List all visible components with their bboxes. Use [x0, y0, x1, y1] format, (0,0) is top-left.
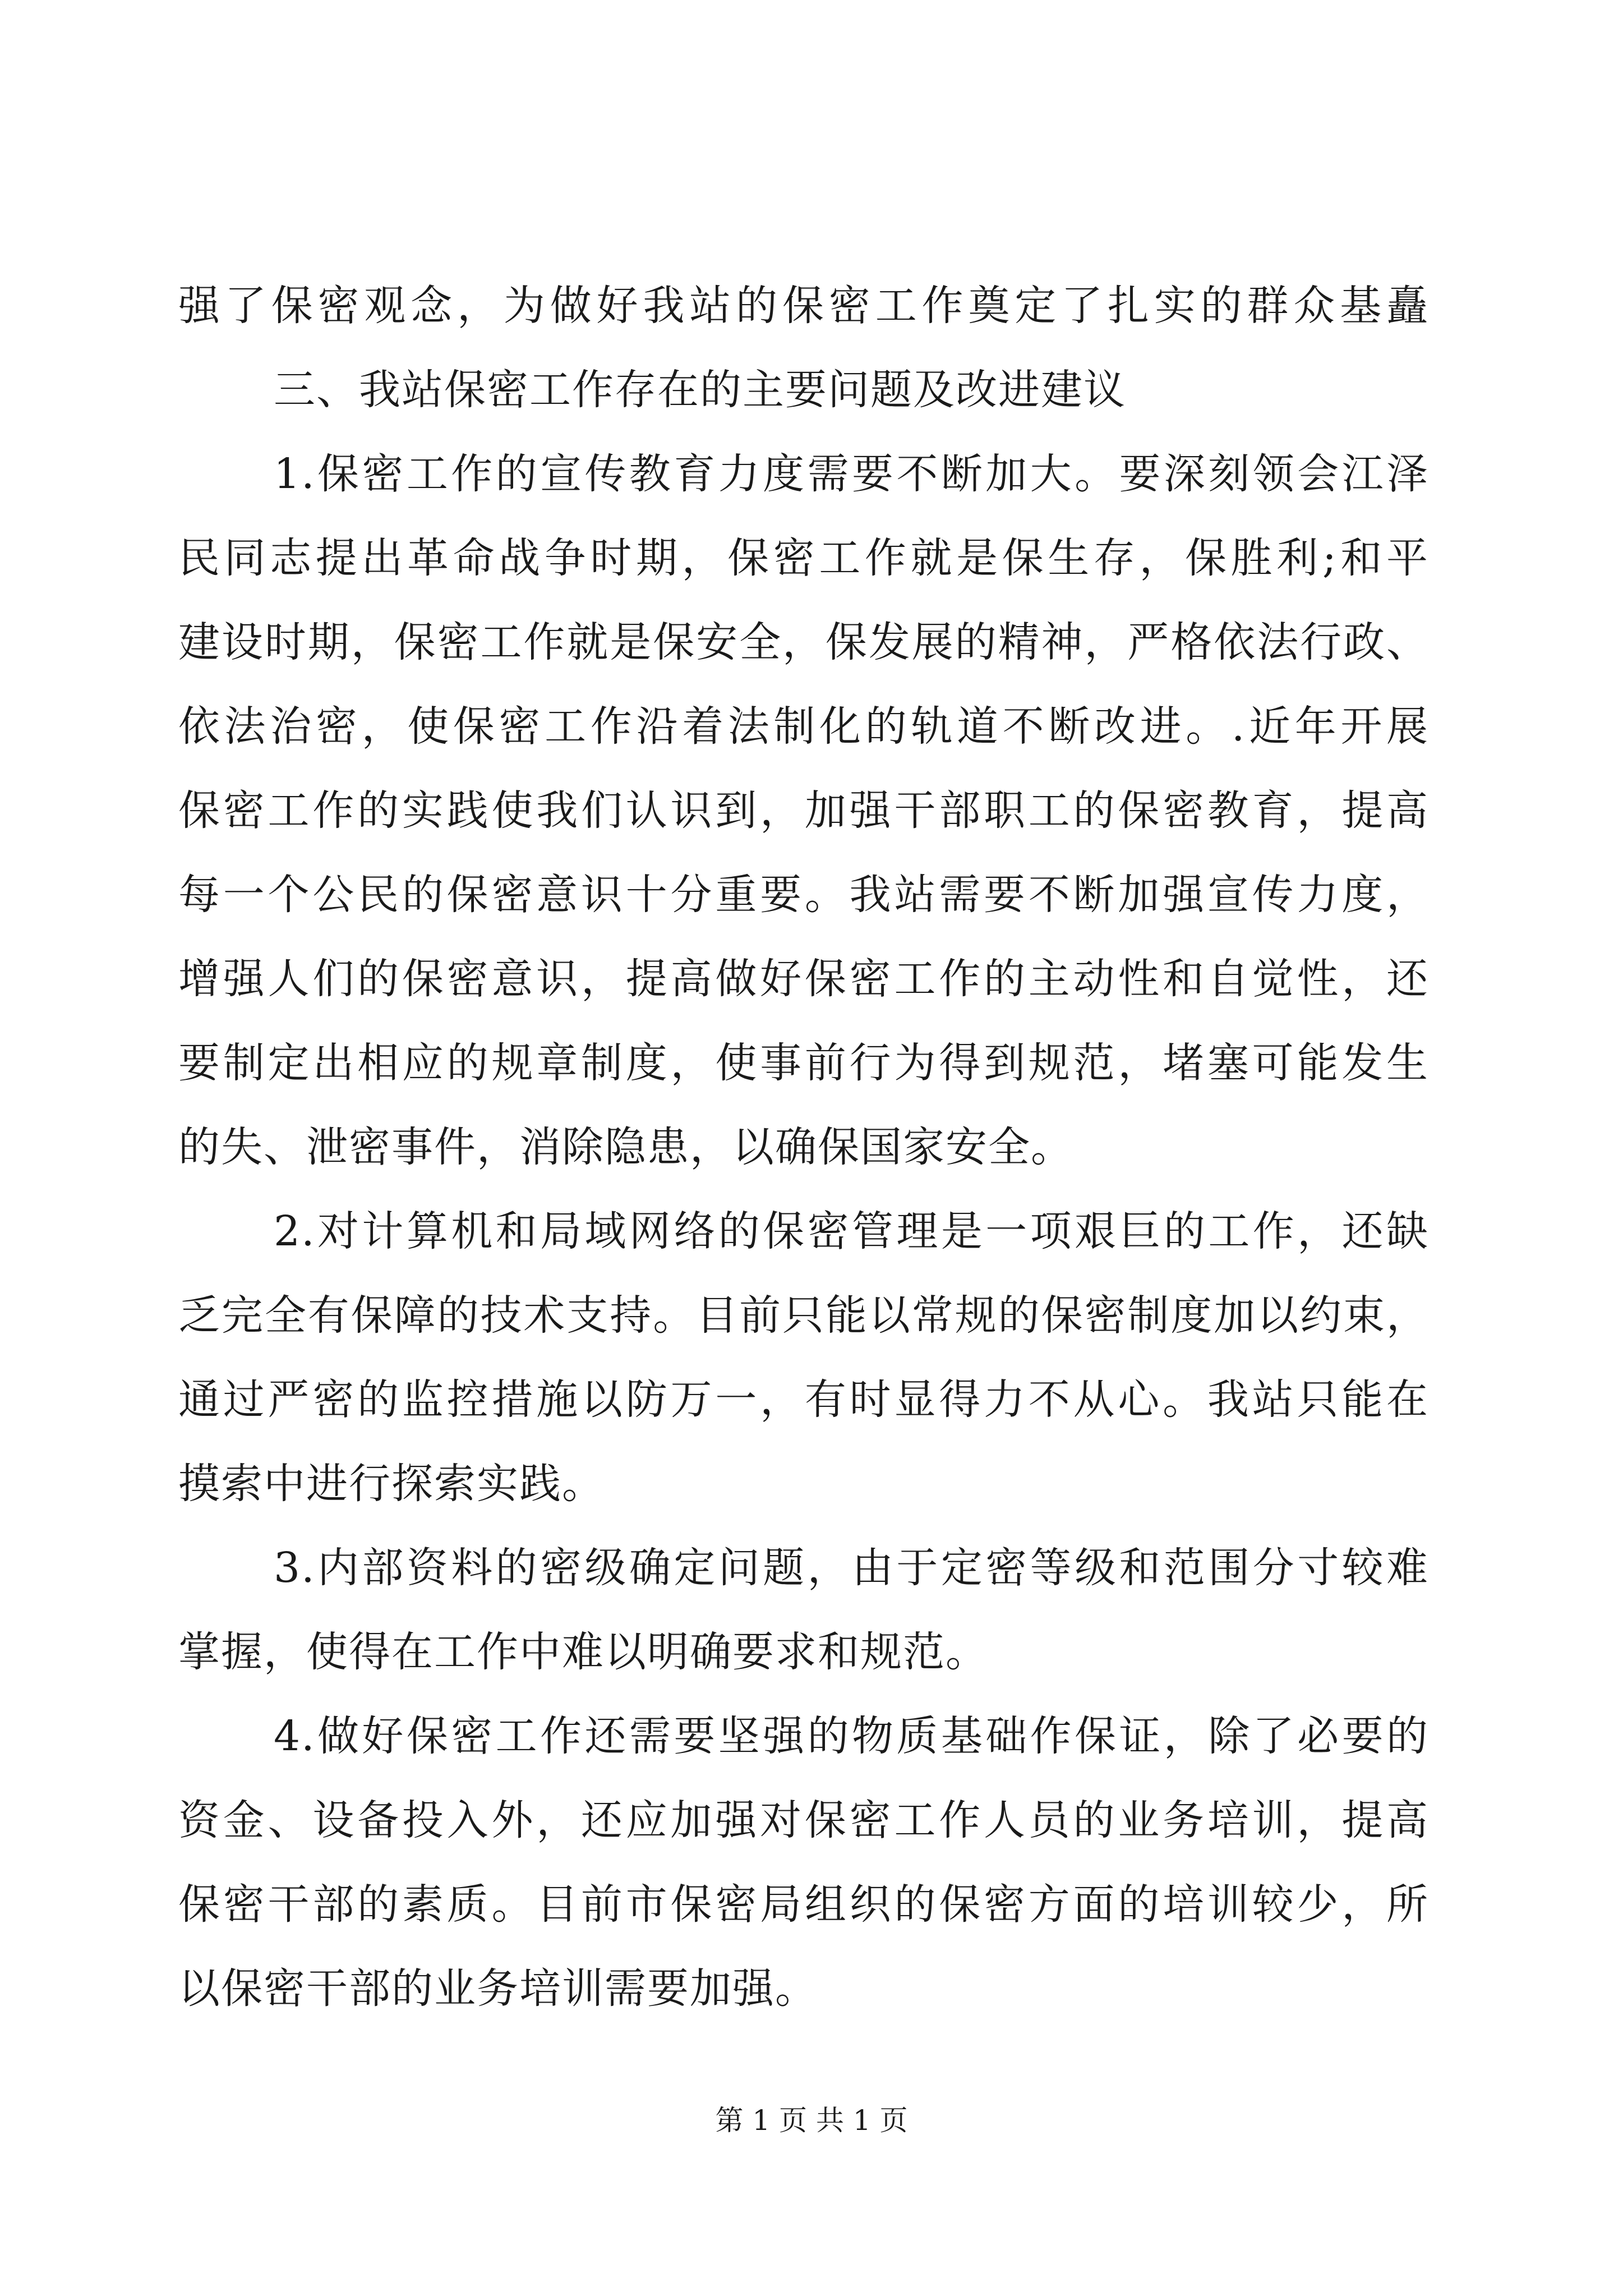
- section-heading: 三、我站保密工作存在的主要问题及改进建议: [274, 366, 1126, 414]
- text-line: 3.内部资料的密级确定问题，由于定密等级和范围分寸较难: [274, 1544, 1429, 1592]
- text-line: 每一个公民的保密意识十分重要。我站需要不断加强宣传力度，: [178, 871, 1429, 919]
- text-line: 4.做好保密工作还需要坚强的物质基础作保证，除了必要的: [274, 1712, 1429, 1760]
- text-line: 摸索中进行探索实践。: [178, 1460, 605, 1508]
- text-line: 1.保密工作的宣传教育力度需要不断加大。要深刻领会江泽: [274, 450, 1429, 498]
- page-number-footer: 第 1 页 共 1 页: [715, 2104, 908, 2137]
- text-line: 资金、设备投入外，还应加强对保密工作人员的业务培训，提高: [178, 1796, 1429, 1844]
- text-line: 通过严密的监控措施以防万一，有时显得力不从心。我站只能在: [178, 1375, 1429, 1424]
- text-line: 增强人们的保密意识，提高做好保密工作的主动性和自觉性，还: [178, 955, 1429, 1003]
- text-line: 要制定出相应的规章制度，使事前行为得到规范，堵塞可能发生: [178, 1039, 1429, 1087]
- text-line: 2.对计算机和局域网络的保密管理是一项艰巨的工作，还缺: [274, 1207, 1429, 1255]
- document-body: [178, 264, 1429, 2031]
- text-line: 以保密干部的业务培训需要加强。: [178, 1964, 818, 2013]
- text-line: 依法治密，使保密工作沿着法制化的轨道不断改进。.近年开展: [178, 702, 1429, 751]
- text-line: 保密工作的实践使我们认识到，加强干部职工的保密教育，提高: [178, 786, 1429, 835]
- text-line: 强了保密观念，为做好我站的保密工作奠定了扎实的群众基矗: [178, 282, 1429, 330]
- text-line: 的失、泄密事件，消除隐患，以确保国家安全。: [178, 1123, 1073, 1171]
- text-line: 建设时期，保密工作就是保安全，保发展的精神，严格依法行政、: [178, 618, 1429, 666]
- text-line: 乏完全有保障的技术支持。目前只能以常规的保密制度加以约束，: [178, 1291, 1429, 1340]
- text-line: 保密干部的素质。目前市保密局组织的保密方面的培训较少，所: [178, 1880, 1429, 1929]
- text-line: 掌握，使得在工作中难以明确要求和规范。: [178, 1628, 988, 1676]
- text-line: 民同志提出革命战争时期，保密工作就是保生存，保胜利;和平: [178, 534, 1429, 582]
